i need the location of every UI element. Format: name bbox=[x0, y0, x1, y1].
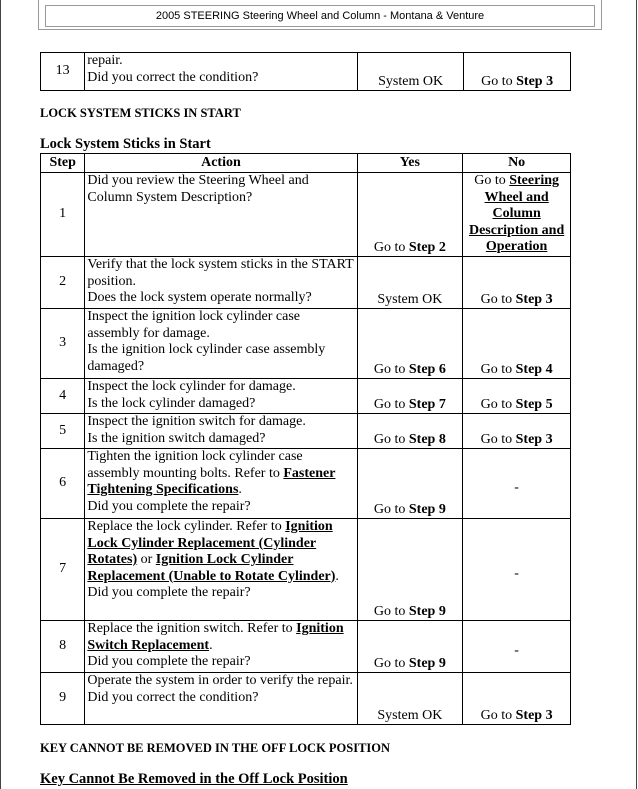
page-left-border bbox=[0, 0, 1, 789]
yes-cell bbox=[357, 621, 463, 673]
header-yes: Yes bbox=[357, 154, 463, 173]
step-number: 3 bbox=[41, 309, 85, 379]
action-cell bbox=[85, 414, 357, 449]
action-text: repair. bbox=[87, 53, 123, 68]
step-number: 13 bbox=[41, 53, 85, 91]
step-number: 5 bbox=[41, 414, 85, 449]
page-header bbox=[38, 0, 602, 30]
yes-cell bbox=[357, 309, 463, 379]
action-cell bbox=[85, 519, 357, 621]
table-row bbox=[41, 173, 571, 257]
step-number: 2 bbox=[41, 257, 85, 309]
action-text: Did you complete the repair? bbox=[87, 585, 251, 600]
action-text: Did you complete the repair? bbox=[87, 654, 251, 669]
yes-text: System OK bbox=[377, 707, 443, 723]
step-link[interactable]: Step 3 bbox=[516, 73, 554, 89]
yes-cell bbox=[357, 379, 463, 414]
yes-prefix: Go to bbox=[373, 655, 409, 671]
action-text: Does the lock system operate normally? bbox=[87, 290, 312, 305]
yes-cell bbox=[357, 257, 463, 309]
header-no: No bbox=[463, 154, 571, 173]
action-text: Did you complete the repair? bbox=[87, 498, 251, 514]
no-prefix: Go to bbox=[480, 431, 516, 447]
step-link[interactable]: Step 9 bbox=[408, 501, 446, 517]
table-header-row bbox=[41, 154, 571, 173]
action-text: . bbox=[238, 482, 242, 497]
table-row bbox=[41, 53, 571, 91]
table-caption: Key Cannot Be Removed in the Off Lock Position bbox=[40, 771, 348, 787]
action-text: Inspect the lock cylinder for damage. bbox=[87, 379, 296, 394]
step-link[interactable]: Step 7 bbox=[408, 396, 446, 412]
action-cell bbox=[85, 621, 357, 673]
yes-prefix: Go to bbox=[373, 239, 409, 255]
step-link[interactable]: Step 3 bbox=[515, 707, 553, 723]
yes-text: System OK bbox=[378, 73, 444, 89]
header-action: Action bbox=[85, 154, 357, 173]
step-link[interactable]: Step 4 bbox=[515, 361, 553, 377]
header-step: Step bbox=[41, 154, 85, 173]
yes-prefix: Go to bbox=[373, 603, 409, 619]
yes-cell bbox=[357, 519, 463, 621]
continued-table bbox=[40, 52, 571, 91]
step-link[interactable]: Step 3 bbox=[515, 431, 553, 447]
step-number: 1 bbox=[41, 173, 85, 257]
step-link[interactable]: Step 9 bbox=[408, 655, 446, 671]
reference-link[interactable]: Ignition Lock Cylinder Replacement (Cylinder Rotates) bbox=[87, 519, 333, 567]
step-link[interactable]: Steering Wheel and Column Description and Operation bbox=[468, 173, 565, 254]
no-cell bbox=[463, 173, 571, 257]
no-cell bbox=[463, 449, 571, 519]
action-cell bbox=[85, 673, 357, 725]
action-cell bbox=[85, 449, 357, 519]
step-number: 9 bbox=[41, 673, 85, 725]
no-text: - bbox=[514, 566, 519, 582]
step-link[interactable]: Step 2 bbox=[408, 239, 446, 255]
action-text: Inspect the ignition lock cylinder case assembly for damage. bbox=[87, 309, 301, 341]
no-cell bbox=[463, 257, 571, 309]
table-row bbox=[41, 309, 571, 379]
action-text: Replace the lock cylinder. Refer to bbox=[87, 519, 286, 534]
section-heading: LOCK SYSTEM STICKS IN START bbox=[40, 106, 241, 120]
no-cell bbox=[463, 414, 571, 449]
action-cell bbox=[85, 257, 357, 309]
action-text: Is the ignition switch damaged? bbox=[87, 430, 266, 446]
step-link[interactable]: Step 8 bbox=[408, 431, 446, 447]
table-row bbox=[41, 621, 571, 673]
step-link[interactable]: Step 9 bbox=[408, 603, 446, 619]
yes-cell bbox=[357, 673, 463, 725]
table-row bbox=[41, 673, 571, 725]
yes-cell bbox=[357, 414, 463, 449]
table-row bbox=[41, 414, 571, 449]
yes-prefix: Go to bbox=[373, 501, 409, 517]
step-number: 4 bbox=[41, 379, 85, 414]
no-cell bbox=[463, 309, 571, 379]
action-cell bbox=[85, 173, 357, 257]
no-cell bbox=[463, 519, 571, 621]
table-row bbox=[41, 449, 571, 519]
table-row bbox=[41, 257, 571, 309]
no-prefix: Go to bbox=[480, 361, 516, 377]
table-row bbox=[41, 379, 571, 414]
step-number: 7 bbox=[41, 519, 85, 621]
action-text: Replace the ignition switch. Refer to bbox=[87, 621, 297, 636]
step-number: 8 bbox=[41, 621, 85, 673]
no-prefix: Go to bbox=[481, 73, 517, 89]
section-heading: KEY CANNOT BE REMOVED IN THE OFF LOCK POSITION bbox=[40, 741, 391, 755]
page-header-title: 2005 STEERING Steering Wheel and Column - Montana & Venture bbox=[45, 5, 595, 27]
no-text: - bbox=[514, 480, 519, 496]
step-number: 6 bbox=[41, 449, 85, 519]
action-text: Is the lock cylinder damaged? bbox=[87, 395, 256, 411]
action-text: Inspect the ignition switch for damage. bbox=[87, 414, 306, 429]
no-prefix: Go to bbox=[480, 396, 516, 412]
no-cell bbox=[463, 379, 571, 414]
action-text: Did you correct the condition? bbox=[87, 689, 259, 705]
no-cell bbox=[463, 621, 571, 673]
action-text: Is the ignition lock cylinder case assembly damaged? bbox=[87, 342, 326, 374]
reference-link[interactable]: Ignition Switch Replacement bbox=[87, 621, 344, 653]
action-cell bbox=[85, 379, 357, 414]
yes-prefix: Go to bbox=[373, 396, 409, 412]
no-text: - bbox=[514, 643, 519, 659]
reference-link[interactable]: Ignition Lock Cylinder Replacement (Unable to Rotate Cylinder) bbox=[87, 552, 336, 584]
action-text: Operate the system in order to verify the repair. bbox=[87, 673, 353, 688]
no-prefix: Go to bbox=[480, 291, 516, 307]
yes-text: System OK bbox=[377, 291, 443, 307]
no-prefix: Go to bbox=[480, 707, 516, 723]
action-text: Did you correct the condition? bbox=[87, 69, 259, 85]
yes-prefix: Go to bbox=[373, 431, 409, 447]
yes-prefix: Go to bbox=[373, 361, 409, 377]
step-link[interactable]: Step 6 bbox=[408, 361, 446, 377]
action-text: Did you review the Steering Wheel and Column System Description? bbox=[87, 173, 309, 205]
reference-link[interactable]: Fastener Tightening Specifications bbox=[87, 465, 336, 497]
step-link[interactable]: Step 5 bbox=[515, 396, 553, 412]
action-text: or bbox=[137, 552, 156, 567]
lock-system-table bbox=[40, 153, 571, 725]
yes-cell bbox=[357, 173, 463, 257]
table-caption: Lock System Sticks in Start bbox=[40, 136, 211, 152]
step-link[interactable]: Step 3 bbox=[515, 291, 553, 307]
action-text: . bbox=[335, 568, 339, 584]
no-cell bbox=[464, 53, 571, 91]
action-text: Verify that the lock system sticks in the START position. bbox=[87, 257, 354, 289]
action-text: Tighten the ignition lock cylinder case assembly mounting bolts. Refer to bbox=[87, 449, 303, 481]
yes-cell bbox=[357, 449, 463, 519]
no-prefix: Go to bbox=[474, 173, 510, 188]
action-cell bbox=[85, 309, 357, 379]
action-cell bbox=[85, 53, 358, 91]
table-row bbox=[41, 519, 571, 621]
no-cell bbox=[463, 673, 571, 725]
page-right-border bbox=[636, 0, 637, 789]
action-text: . bbox=[209, 637, 213, 653]
yes-cell bbox=[358, 53, 464, 91]
